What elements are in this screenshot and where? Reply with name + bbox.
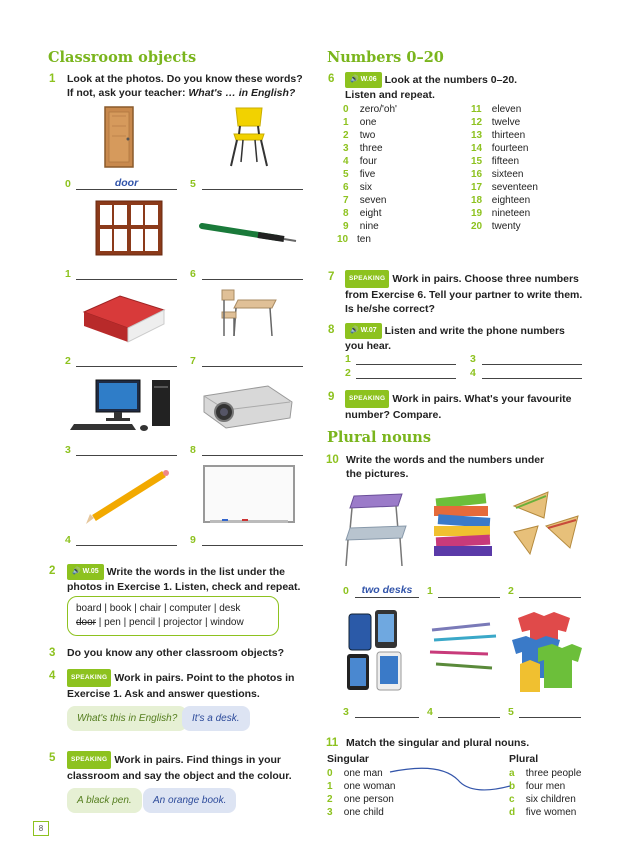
item-key: 3 [327, 807, 333, 818]
exercise-number: 4 [49, 670, 56, 682]
item-text: one child [343, 807, 384, 818]
digit: 5 [343, 169, 349, 180]
item-label: 4 [470, 367, 476, 379]
item-label: 1 [345, 353, 351, 365]
word-list-text: | pen | pencil | projector | window [96, 617, 244, 628]
speaking-badge: SPEAKING [345, 270, 389, 288]
instruction-text: Write the words in the list under the [106, 565, 285, 578]
instruction-line [67, 669, 327, 687]
answer-line[interactable] [76, 545, 177, 546]
exercise-5-instruction [67, 751, 327, 783]
instruction-line [67, 564, 327, 580]
number-row [343, 155, 453, 168]
instruction-line: Look at the photos. Do you know these words? [67, 73, 303, 85]
item-label: 0 [65, 178, 71, 190]
digit: 10 [337, 234, 349, 245]
number-row [471, 155, 591, 168]
digit: 15 [471, 156, 483, 167]
audio-icon[interactable]: 🔊 W.07 [345, 323, 382, 339]
exercise-number: 5 [49, 752, 56, 764]
item-text: four men [525, 781, 566, 792]
pens-image [428, 620, 500, 676]
number-word: fourteen [491, 143, 529, 154]
answer-line[interactable] [76, 279, 177, 280]
number-word: seven [359, 195, 387, 206]
number-word: nineteen [491, 208, 531, 219]
audio-icon[interactable]: 🔊 W.05 [67, 564, 104, 580]
item-label: 0 [343, 585, 349, 597]
number-row [343, 142, 453, 155]
answer-line[interactable] [355, 717, 419, 718]
number-word: zero/'oh' [359, 104, 397, 115]
page-number: 8 [33, 821, 49, 836]
speech-bubble: It's a desk. [182, 706, 250, 731]
section-title-classroom-objects: Classroom objects [48, 49, 197, 66]
book-image [80, 292, 166, 346]
number-row [343, 181, 453, 194]
exercise-9-instruction [345, 390, 605, 422]
instruction-line: from Exercise 6. Tell your partner to write them. [345, 289, 583, 301]
exercise-6-instruction [345, 72, 595, 102]
number-word: ten [357, 234, 371, 245]
item-label: 3 [470, 353, 476, 365]
number-word: seventeen [491, 182, 538, 193]
item-text: six children [525, 794, 576, 805]
match-line [388, 766, 514, 796]
digit: 9 [343, 221, 349, 232]
speech-bubble: A black pen. [67, 788, 142, 813]
number-row [471, 220, 591, 233]
list-item [327, 806, 447, 819]
answer-line[interactable] [356, 378, 456, 379]
item-key: 2 [327, 794, 333, 805]
speaking-badge: SPEAKING [67, 669, 111, 687]
answer-line[interactable] [76, 366, 177, 367]
exercise-8-instruction [345, 323, 605, 353]
item-label: 5 [190, 178, 196, 190]
exercise-number: 10 [326, 454, 339, 466]
answer-line [355, 597, 419, 598]
answer-line[interactable] [438, 717, 500, 718]
item-label: 2 [345, 367, 351, 379]
speaking-badge: SPEAKING [67, 751, 111, 769]
item-label: 7 [190, 355, 196, 367]
digit: 17 [471, 182, 483, 193]
item-label: 1 [65, 268, 71, 280]
sandwiches-image [508, 488, 582, 562]
answer-line[interactable] [202, 455, 303, 456]
number-word: nine [359, 221, 379, 232]
number-word: eighteen [491, 195, 531, 206]
digit: 14 [471, 143, 483, 154]
speaking-badge: SPEAKING [345, 390, 389, 408]
answer-line[interactable] [519, 597, 581, 598]
number-row [343, 116, 453, 129]
number-word: twenty [491, 221, 521, 232]
digit: 19 [471, 208, 483, 219]
digit: 3 [343, 143, 349, 154]
digit: 1 [343, 117, 349, 128]
audio-track: W.07 [360, 327, 377, 334]
exercise-7-instruction [345, 270, 605, 316]
plural-header: Plural [509, 753, 539, 765]
digit: 13 [471, 130, 483, 141]
audio-track: W.05 [82, 568, 99, 575]
instruction-line: classroom and say the object and the colour. [67, 770, 292, 782]
exercise-number: 9 [328, 391, 335, 403]
item-label: 9 [190, 534, 196, 546]
door-image [104, 106, 134, 168]
item-key: b [509, 781, 516, 792]
pen-image [198, 218, 298, 248]
instruction-line [67, 751, 327, 769]
speech-bubble: What's this in English? [67, 706, 187, 731]
number-word: four [359, 156, 378, 167]
number-row [471, 207, 591, 220]
exercise-number: 8 [328, 324, 335, 336]
number-word: eight [359, 208, 382, 219]
singular-header: Singular [327, 753, 370, 765]
exercise-3-instruction: Do you know any other classroom objects? [67, 647, 285, 659]
digit: 11 [471, 104, 482, 115]
computer-image [70, 378, 174, 434]
instruction-text: Work in pairs. Find things in your [114, 753, 282, 766]
number-row [343, 207, 453, 220]
answer-line[interactable] [438, 597, 500, 598]
digit: 16 [471, 169, 483, 180]
answer-line[interactable] [519, 717, 581, 718]
instruction-italic: What's … in English? [188, 87, 296, 99]
answer-line[interactable] [202, 545, 303, 546]
pencil-image [80, 470, 170, 526]
number-row [471, 181, 591, 194]
section-title-plural-nouns: Plural nouns [327, 429, 432, 446]
instruction-text: Work in pairs. Choose three numbers [392, 272, 579, 285]
audio-icon[interactable]: 🔊 W.06 [345, 72, 382, 88]
item-key: c [509, 794, 515, 805]
item-label: 3 [65, 444, 71, 456]
item-label: 2 [65, 355, 71, 367]
number-row [343, 129, 453, 142]
window-image [95, 200, 163, 256]
number-word: three [359, 143, 383, 154]
instruction-line: you hear. [345, 340, 392, 352]
list-item [509, 780, 619, 793]
answer-line[interactable] [76, 455, 177, 456]
number-word: fifteen [491, 156, 520, 167]
answer-line[interactable] [482, 364, 582, 365]
number-row [471, 168, 591, 181]
audio-track: W.06 [360, 76, 377, 83]
exercise-2-instruction [67, 564, 327, 594]
number-row [471, 194, 591, 207]
instruction-line: the pictures. [346, 468, 409, 480]
answer-line[interactable] [356, 364, 456, 365]
instruction-line: number? Compare. [345, 409, 442, 421]
instruction-line: Is he/she correct? [345, 303, 435, 315]
item-key: 0 [327, 768, 333, 779]
instruction-line: Exercise 1. Ask and answer questions. [67, 688, 260, 700]
number-word: one [359, 117, 377, 128]
digit: 20 [471, 221, 483, 232]
item-key: d [509, 807, 516, 818]
number-row [343, 220, 453, 233]
exercise-number: 3 [49, 647, 56, 659]
exercise-number: 1 [49, 73, 56, 85]
instruction-text: Listen and write the phone numbers [384, 324, 565, 337]
item-text: one person [343, 794, 394, 805]
item-text: one man [343, 768, 383, 779]
answer-door: door [114, 177, 139, 189]
plural-list [509, 767, 619, 819]
number-word: five [359, 169, 376, 180]
exercise-number: 7 [328, 271, 335, 283]
digit: 0 [343, 104, 349, 115]
projector-image [198, 382, 294, 430]
exercise-11-instruction: Match the singular and plural nouns. [346, 737, 530, 749]
instruction-line [345, 323, 605, 339]
books-image [430, 488, 500, 566]
instruction-line [345, 270, 605, 288]
answer-line[interactable] [482, 378, 582, 379]
number-word: eleven [491, 104, 522, 115]
word-list-line: board | book | chair | computer | desk [76, 603, 241, 614]
answer-line [76, 189, 177, 190]
instruction-line: photos in Exercise 1. Listen, check and repeat. [67, 581, 301, 593]
number-row [471, 142, 591, 155]
item-label: 4 [65, 534, 71, 546]
phones-image [345, 608, 419, 694]
answer-line[interactable] [202, 279, 303, 280]
number-word: two [359, 130, 376, 141]
item-text: three people [525, 768, 582, 779]
speech-bubble: An orange book. [143, 788, 236, 813]
instruction-line [67, 86, 317, 100]
item-label: 6 [190, 268, 196, 280]
exercise-4-instruction [67, 669, 327, 701]
exercise-number: 2 [49, 565, 56, 577]
exercise-10-instruction [346, 453, 596, 481]
item-key: a [509, 768, 515, 779]
answer-line[interactable] [202, 189, 303, 190]
digit: 8 [343, 208, 349, 219]
chair-image [226, 106, 272, 168]
list-item [509, 767, 619, 780]
item-label: 8 [190, 444, 196, 456]
number-word: thirteen [491, 130, 526, 141]
digit: 18 [471, 195, 483, 206]
digit: 4 [343, 156, 349, 167]
item-label: 1 [427, 585, 433, 597]
digit: 2 [343, 130, 349, 141]
instruction-line [345, 390, 605, 408]
digit: 7 [343, 195, 349, 206]
answer-line[interactable] [202, 366, 303, 367]
digit: 12 [471, 117, 483, 128]
instruction-line: Listen and repeat. [345, 89, 435, 101]
number-row [343, 168, 453, 181]
instruction-text: Work in pairs. Point to the photos in [114, 671, 295, 684]
instruction-text: Look at the numbers 0–20. [384, 73, 518, 86]
list-item [509, 793, 619, 806]
section-title-numbers: Numbers 0–20 [327, 49, 444, 66]
list-item [509, 806, 619, 819]
desks-image [340, 490, 418, 570]
number-row [343, 194, 453, 207]
crossed-word: door [76, 617, 97, 628]
number-row [471, 129, 591, 142]
word-list-line [76, 616, 270, 630]
item-text: five women [525, 807, 577, 818]
numbers-col-2 [471, 103, 591, 233]
word-box [67, 596, 279, 636]
number-row [343, 103, 453, 116]
number-word: six [359, 182, 373, 193]
item-label: 3 [343, 706, 349, 718]
instruction-text: If not, ask your teacher: [67, 87, 189, 99]
number-row [337, 233, 453, 246]
numbers-col-1 [337, 103, 453, 246]
instruction-line [345, 72, 595, 88]
instruction-line: Write the words and the numbers under [346, 454, 545, 466]
desk-image [220, 286, 280, 340]
number-word: twelve [491, 117, 521, 128]
exercise-1-instruction [67, 72, 317, 100]
answer-two-desks: two desks [361, 584, 413, 596]
item-label: 4 [427, 706, 433, 718]
number-row [471, 116, 591, 129]
exercise-number: 11 [326, 737, 339, 749]
number-word: sixteen [491, 169, 524, 180]
t-shirts-image [510, 608, 584, 694]
exercise-number: 6 [328, 73, 335, 85]
digit: 6 [343, 182, 349, 193]
whiteboard-image [202, 464, 296, 526]
item-label: 2 [508, 585, 514, 597]
instruction-text: Work in pairs. What's your favourite [392, 392, 572, 405]
item-text: one woman [343, 781, 396, 792]
item-label: 5 [508, 706, 514, 718]
item-key: 1 [327, 781, 333, 792]
number-row [471, 103, 591, 116]
